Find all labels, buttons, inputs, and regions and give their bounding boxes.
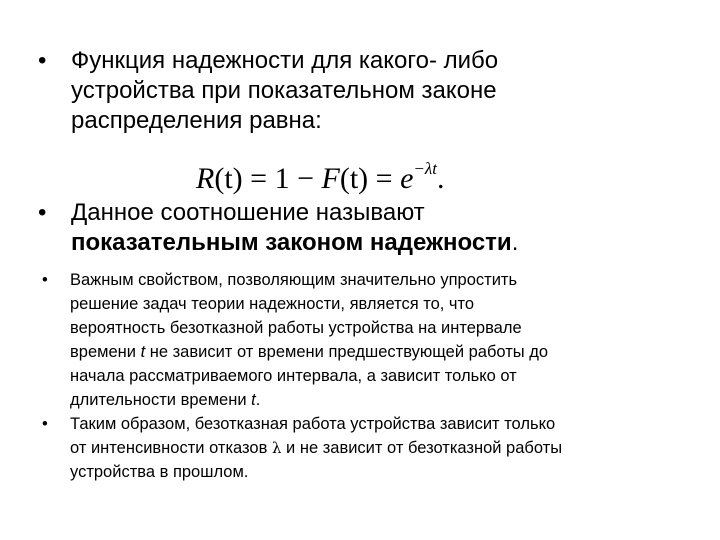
bullet3-var-t: t <box>140 343 146 361</box>
bullet4-line2-post: и не зависит от безотказной работы <box>281 439 563 457</box>
bullet-memoryless-property <box>42 268 682 412</box>
formula-f: F <box>321 162 340 195</box>
formula-r: R <box>196 162 215 195</box>
formula-eq2: = <box>368 162 401 195</box>
bullet4-line3: устройства в прошлом. <box>70 463 249 481</box>
bullet4-line2 <box>70 436 682 460</box>
bullet2-line2 <box>71 228 638 258</box>
bullet-dot: • <box>42 271 48 289</box>
formula-r-arg: (t) <box>214 162 243 195</box>
bullet2-bold-term: показательным законом надежности <box>71 229 512 256</box>
bullet3-var-t2: t <box>251 391 256 409</box>
bullet-dot: • <box>38 199 47 226</box>
formula-f-arg: (t) <box>339 162 369 195</box>
formula-dot: . <box>436 162 445 195</box>
bullet-dot: • <box>42 415 48 433</box>
bullet3-line1: Важным свойством, позволяющим значительно упростить <box>70 271 518 289</box>
bullet-exponential-law <box>38 198 638 258</box>
bullet3-line4-post: не зависит от времени предшествующей работы до <box>145 343 549 361</box>
bullet4-line1: Таким образом, безотказная работа устройства зависит только <box>70 415 556 433</box>
bullet1-line3: распределения равна: <box>71 107 322 134</box>
bullet2-end: . <box>511 229 519 256</box>
bullet3-line6-pre: длительности времени <box>70 391 252 409</box>
bullet-reliability-function <box>38 46 638 136</box>
formula-base: e <box>400 162 414 195</box>
formula-exponent: −λt <box>413 159 437 178</box>
formula-eq1: = 1 − <box>242 162 322 195</box>
bullet3-line4-pre: времени <box>70 343 141 361</box>
bullet3-line3: вероятность безотказной работы устройства на интервале <box>70 319 522 337</box>
bullet3-line2: решение задач теории надежности, является то, что <box>70 295 475 313</box>
bullet-dot: • <box>38 47 47 74</box>
bullet2-line1: Данное соотношение называют <box>71 199 425 226</box>
bullet3-line5: начала рассматриваемого интервала, а зависит только от <box>70 367 517 385</box>
lambda-symbol: λ <box>271 439 282 457</box>
bullet3-line6 <box>70 388 682 412</box>
reliability-formula <box>196 150 444 198</box>
bullet3-line4 <box>70 340 682 364</box>
bullet-failure-rate-dependence <box>42 412 682 484</box>
bullet1-line1: Функция надежности для какого- либо <box>71 47 499 74</box>
bullet3-line6-post: . <box>255 391 261 409</box>
bullet4-line2-pre: от интенсивности отказов <box>70 439 272 457</box>
bullet1-line2: устройства при показательном законе <box>71 77 497 104</box>
